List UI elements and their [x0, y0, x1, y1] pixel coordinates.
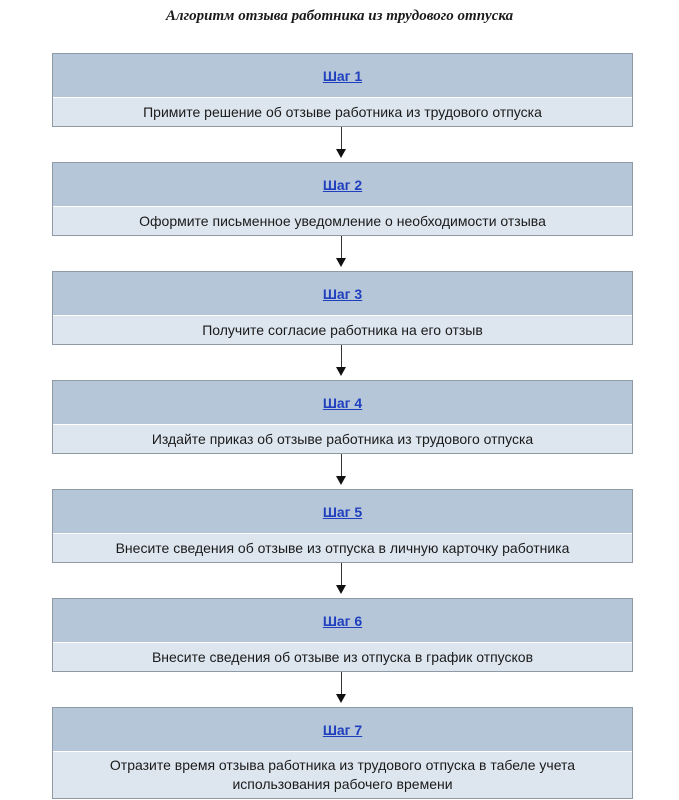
step-box-1 — [52, 53, 633, 127]
step-description: Отразите время отзыва работника из трудового отпуска в табеле учета использования рабочего времени — [53, 752, 632, 798]
arrow-down-icon — [52, 127, 631, 162]
step-description: Примите решение об отзыве работника из трудового отпуска — [53, 98, 632, 126]
step-description: Внесите сведения об отзыве из отпуска в график отпусков — [53, 643, 632, 671]
step-box-2 — [52, 162, 633, 236]
step-description: Издайте приказ об отзыве работника из трудового отпуска — [53, 425, 632, 453]
arrow-down-icon — [52, 563, 631, 598]
step-box-3 — [52, 271, 633, 345]
step-header — [53, 381, 632, 425]
step-link-2[interactable]: Шаг 2 — [322, 176, 363, 193]
step-link-1[interactable]: Шаг 1 — [322, 67, 363, 84]
step-header — [53, 490, 632, 534]
step-link-6[interactable]: Шаг 6 — [322, 612, 363, 629]
flowchart — [52, 53, 633, 799]
arrow-down-icon — [52, 672, 631, 707]
step-header — [53, 163, 632, 207]
step-box-4 — [52, 380, 633, 454]
step-box-7 — [52, 707, 633, 799]
step-link-5[interactable]: Шаг 5 — [322, 503, 363, 520]
step-link-7[interactable]: Шаг 7 — [322, 721, 363, 738]
step-header — [53, 54, 632, 98]
step-link-3[interactable]: Шаг 3 — [322, 285, 363, 302]
step-header — [53, 708, 632, 752]
step-link-4[interactable]: Шаг 4 — [322, 394, 363, 411]
diagram-title: Алгоритм отзыва работника из трудового отпуска — [165, 8, 514, 24]
step-box-5 — [52, 489, 633, 563]
step-description: Оформите письменное уведомление о необходимости отзыва — [53, 207, 632, 235]
step-description: Внесите сведения об отзыве из отпуска в личную карточку работника — [53, 534, 632, 562]
step-header — [53, 599, 632, 643]
step-box-6 — [52, 598, 633, 672]
step-description: Получите согласие работника на его отзыв — [53, 316, 632, 344]
step-header — [53, 272, 632, 316]
arrow-down-icon — [52, 236, 631, 271]
arrow-down-icon — [52, 345, 631, 380]
arrow-down-icon — [52, 454, 631, 489]
